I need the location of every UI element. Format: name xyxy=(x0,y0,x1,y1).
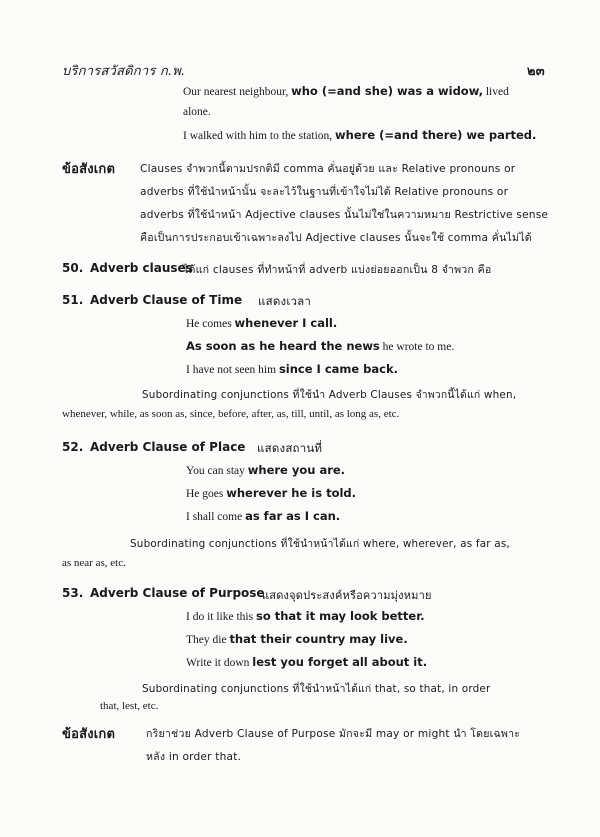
subordinating-line-1: Subordinating conjunctions ที่ใช้นำ Adverb Clauses จำพวกนี้ได้แก่ when, xyxy=(142,389,517,401)
section-53-thai: แสดงจุดประสงค์หรือความมุ่งหมาย xyxy=(262,589,432,602)
section-51-thai: แสดงเวลา xyxy=(258,294,312,308)
intro-line-2: alone. xyxy=(183,106,211,118)
section-53-title: Adverb Clause of Purpose xyxy=(90,586,265,600)
note-line-2: adverbs ที่ใช้นำหน้านั้น จะละไว้ในฐานที่เข้าใจไม่ได้ Relative pronouns or xyxy=(140,186,509,198)
example-line: You can stay where you are. xyxy=(186,463,346,477)
running-header: บริการสวัสดิการ ก.พ. xyxy=(62,64,186,79)
example-line: I have not seen him since I came back. xyxy=(186,362,399,376)
example-line: They die that their country may live. xyxy=(186,632,408,646)
subordinating-line-2: whenever, while, as soon as, since, before, after, as, till, until, as long as, etc. xyxy=(62,408,400,420)
example-line: He comes whenever I call. xyxy=(186,316,338,330)
note-line-4: คือเป็นการประกอบเข้าเฉพาะลงไป Adjective clauses นั้นจะใช้ comma คั่นไม่ได้ xyxy=(140,232,532,244)
example-line: He goes wherever he is told. xyxy=(186,486,357,500)
intro-line-3: I walked with him to the station, where (=and there) we parted. xyxy=(183,128,537,142)
section-50-number: 50. xyxy=(62,261,84,275)
emphasis: where (=and there) we parted. xyxy=(335,128,537,142)
emphasis: who (=and she) was a widow, xyxy=(291,84,483,98)
note-line-3: adverbs ที่ใช้นำหน้า Adjective clauses นั้นไม่ใช่ในความหมาย Restrictive sense xyxy=(140,209,549,221)
note-line-1: กริยาช่วย Adverb Clause of Purpose มักจะมี may or might นำ โดยเฉพาะ xyxy=(146,728,521,740)
page-number: ๒๓ xyxy=(527,64,545,79)
subordinating-line-1: Subordinating conjunctions ที่ใช้นำหน้าได้แก่ where, wherever, as far as, xyxy=(130,538,510,550)
section-53-number: 53. xyxy=(62,586,84,600)
section-50-text: ได้แก่ clauses ที่ทำหน้าที่ adverb แบ่งย่อยออกเป็น 8 จำพวก คือ xyxy=(183,264,492,276)
note-line-1: Clauses จำพวกนี้ตามปรกติมี comma คั่นอยู่ด้วย และ Relative pronouns or xyxy=(140,163,516,175)
note-label: ข้อสังเกต xyxy=(62,727,116,742)
intro-line-1: Our nearest neighbour, who (=and she) was a widow, lived xyxy=(183,84,509,98)
note-label: ข้อสังเกต xyxy=(62,162,116,177)
section-50-title: Adverb clauses xyxy=(90,261,193,275)
section-52-number: 52. xyxy=(62,440,84,454)
subordinating-line-2: as near as, etc. xyxy=(62,557,126,569)
section-51-title: Adverb Clause of Time xyxy=(90,293,243,307)
subordinating-line-1: Subordinating conjunctions ที่ใช้นำหน้าได้แก่ that, so that, in order xyxy=(142,683,491,695)
example-line: I do it like this so that it may look better. xyxy=(186,609,425,623)
section-52-title: Adverb Clause of Place xyxy=(90,440,246,454)
example-line: Write it down lest you forget all about it. xyxy=(186,655,428,669)
example-line: As soon as he heard the news he wrote to me. xyxy=(186,339,455,353)
subordinating-line-2: that, lest, etc. xyxy=(100,700,159,712)
section-52-thai: แสดงสถานที่ xyxy=(257,441,323,455)
section-51-number: 51. xyxy=(62,293,84,307)
example-line: I shall come as far as I can. xyxy=(186,509,341,523)
note-line-2: หลัง in order that. xyxy=(146,751,242,763)
